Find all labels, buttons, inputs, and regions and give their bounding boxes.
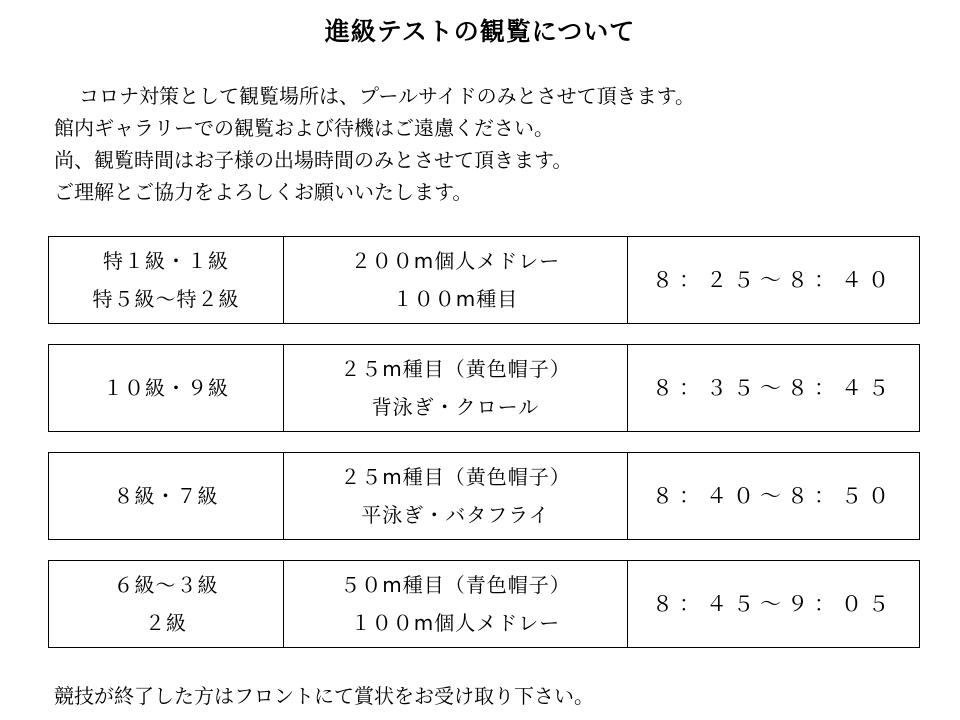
event-cell: [284, 345, 628, 431]
event-cell: [284, 561, 628, 647]
grade-text: 特５級～特２級: [92, 287, 240, 311]
schedule-row-2: [48, 344, 920, 432]
grade-text: ６級～３級: [113, 573, 219, 597]
time-text: ８：３５～８：４５: [652, 376, 895, 400]
event-text: ２５m種目（黄色帽子）: [340, 465, 571, 489]
intro-line: 館内ギャラリーでの観覧および待機はご遠慮ください。: [54, 116, 554, 140]
schedule-row-1: [48, 236, 920, 324]
intro-line: ご理解とご協力をよろしくお願いいたします。: [54, 180, 473, 204]
grade-text: ２級: [145, 611, 187, 635]
event-text: ５０m種目（青色帽子）: [340, 573, 571, 597]
time-cell: [628, 237, 919, 323]
event-text: ２００m個人メドレー: [350, 249, 561, 273]
event-text: 平泳ぎ・バタフライ: [361, 503, 550, 527]
grade-text: １０級・９級: [103, 376, 229, 400]
intro-line: コロナ対策として観覧場所は、プールサイドのみとさせて頂きます。: [79, 84, 695, 108]
grade-text: ８級・７級: [113, 484, 219, 508]
footer-note: 競技が終了した方はフロントにて賞状をお受け取り下さい。: [54, 684, 594, 708]
schedule-row-3: [48, 452, 920, 540]
grade-cell: [49, 453, 284, 539]
grade-cell: [49, 345, 284, 431]
time-cell: [628, 345, 919, 431]
time-text: ８：４０～８：５０: [652, 484, 895, 508]
page-title: 進級テストの観覧について: [324, 17, 636, 46]
time-cell: [628, 561, 919, 647]
event-text: １００m個人メドレー: [350, 611, 561, 635]
schedule-row-4: [48, 560, 920, 648]
event-text: １００m種目: [392, 287, 519, 311]
event-text: 背泳ぎ・クロール: [371, 395, 540, 419]
intro-paragraph: [54, 80, 934, 208]
grade-text: 特１級・１級: [103, 249, 229, 273]
time-cell: [628, 453, 919, 539]
time-text: ８：４５～９：０５: [652, 592, 895, 616]
event-cell: [284, 237, 628, 323]
event-cell: [284, 453, 628, 539]
grade-cell: [49, 237, 284, 323]
intro-line: 尚、観覧時間はお子様の出場時間のみとさせて頂きます。: [54, 148, 573, 172]
event-text: ２５m種目（黄色帽子）: [340, 357, 571, 381]
grade-cell: [49, 561, 284, 647]
time-text: ８：２５～８：４０: [652, 268, 895, 292]
